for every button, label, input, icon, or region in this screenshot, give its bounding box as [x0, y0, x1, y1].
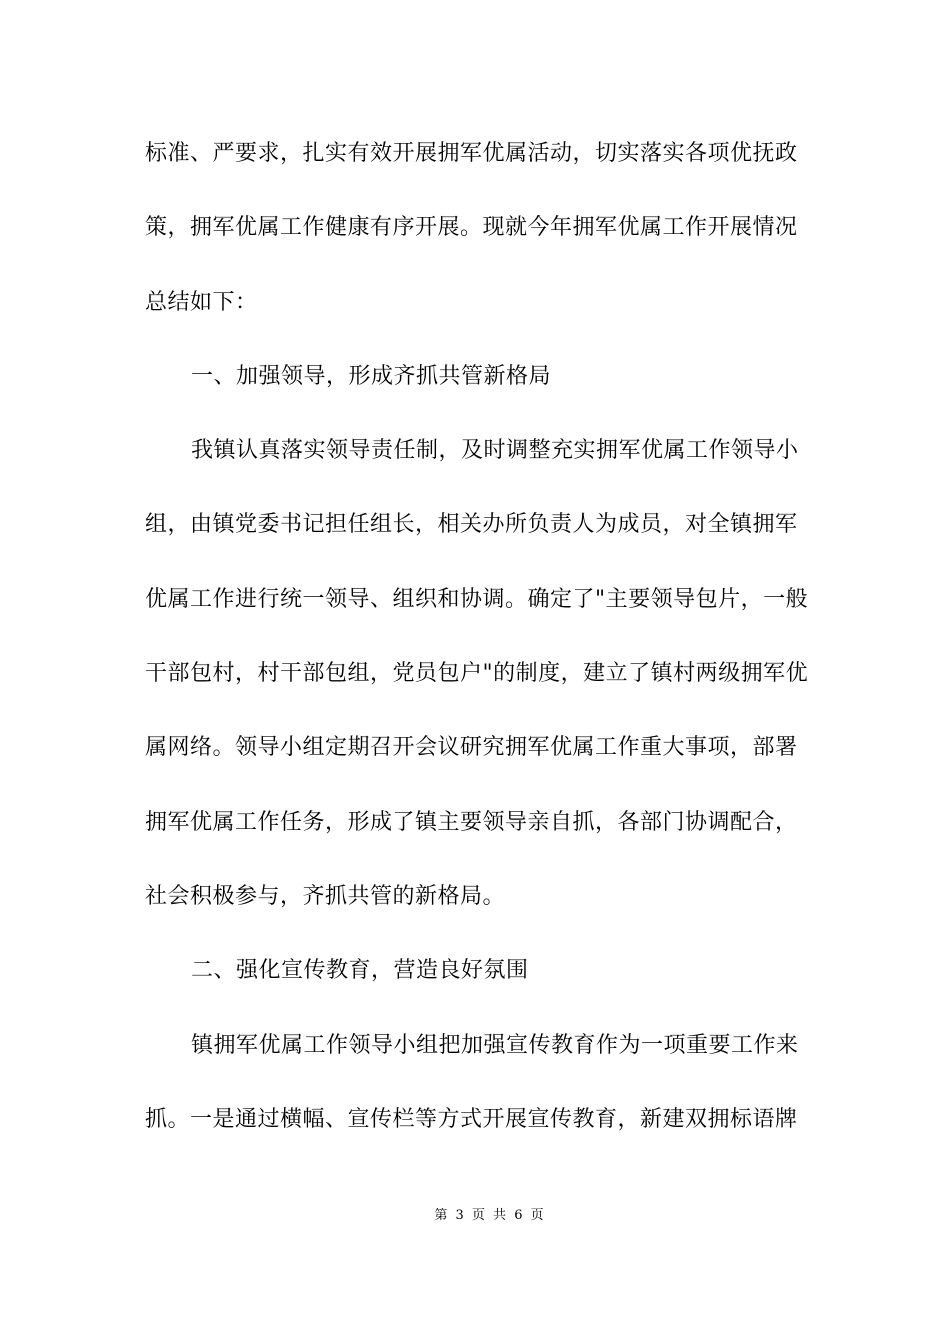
paragraph-line: 组，由镇党委书记担任组长，相关办所负责人为成员，对全镇拥军: [145, 512, 798, 538]
page-footer: 第 3 页 共 6 页: [434, 1208, 546, 1223]
section-heading-2: 二、强化宣传教育，营造良好氛围: [191, 958, 529, 984]
section-heading-1: 一、加强领导，形成齐抓共管新格局: [191, 363, 552, 389]
body-text: [145, 128, 810, 1168]
paragraph-line: 拥军优属工作任务，形成了镇主要领导亲自抓，各部门协调配合，: [145, 809, 798, 835]
paragraph-line: 镇拥军优属工作领导小组把加强宣传教育作为一项重要工作来: [191, 1032, 799, 1058]
paragraph-line: 干部包村，村干部包组，党员包户"的制度，建立了镇村两级拥军优: [145, 661, 809, 687]
paragraph-line: 属网络。领导小组定期召开会议研究拥军优属工作重大事项，部署: [145, 735, 798, 761]
paragraph-line: 抓。一是通过横幅、宣传栏等方式开展宣传教育，新建双拥标语牌: [145, 1106, 798, 1132]
paragraph-line: 策，拥军优属工作健康有序开展。现就今年拥军优属工作开展情况: [145, 215, 798, 241]
paragraph-line: 社会积极参与，齐抓共管的新格局。: [145, 883, 506, 909]
paragraph-line: 标准、严要求，扎实有效开展拥军优属活动，切实落实各项优抚政: [145, 141, 798, 166]
paragraph-line: 总结如下：: [145, 289, 258, 315]
paragraph-line: 我镇认真落实领导责任制，及时调整充实拥军优属工作领导小: [191, 438, 799, 464]
paragraph-line: 优属工作进行统一领导、组织和协调。确定了"主要领导包片，一般: [145, 586, 809, 612]
